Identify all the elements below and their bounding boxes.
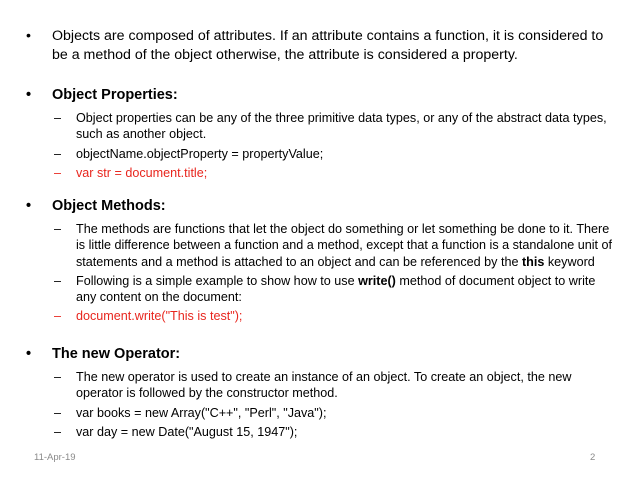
methods-item [22, 221, 614, 270]
methods-item1-text-end: keyword [544, 254, 595, 269]
dash-marker: – [54, 309, 62, 324]
dash-marker: – [54, 146, 62, 161]
dash-marker: – [54, 165, 62, 180]
new-operator-item-text: The new operator is used to create an instance of an object. To create an object, the new operator is followed by the constructor method. [76, 370, 572, 401]
dash-marker: – [54, 405, 62, 420]
new-operator-item-text: var books = new Array("C++", "Perl", "Java"); [76, 405, 327, 420]
properties-heading-text: Object Properties: [52, 87, 178, 103]
intro-text: Objects are composed of attributes. If an attribute contains a function, it is considered to be a method of the object otherwise, the attribute is considered a property. [52, 28, 604, 63]
properties-item [22, 165, 614, 181]
new-operator-item [22, 369, 614, 402]
intro-section [22, 27, 614, 65]
properties-item [22, 146, 614, 162]
methods-heading-text: Object Methods: [52, 198, 166, 214]
properties-item-text: Object properties can be any of the three primitive data types, or any of the abstract data types, such as another object. [76, 111, 607, 142]
intro-bullet [22, 27, 614, 65]
dash-marker: – [54, 111, 62, 125]
dash-marker: – [54, 222, 62, 236]
dash-marker: – [54, 370, 62, 384]
properties-item [22, 110, 614, 143]
bullet-marker: • [26, 198, 32, 214]
properties-heading [22, 86, 614, 105]
methods-item2-text: Following is a simple example to show how to use [76, 273, 359, 288]
methods-item [22, 273, 614, 306]
methods-item [22, 308, 614, 324]
write-keyword: write() [358, 273, 396, 288]
footer-date: 11-Apr-19 [34, 452, 76, 463]
properties-section [22, 86, 614, 181]
new-operator-item [22, 405, 614, 421]
this-keyword: this [521, 254, 545, 269]
page-number: 2 [590, 452, 596, 463]
new-operator-section [22, 345, 614, 440]
new-operator-heading-text: The new Operator: [52, 346, 181, 362]
dash-marker: – [54, 273, 62, 288]
bullet-marker: • [26, 87, 32, 103]
methods-section [22, 197, 614, 325]
methods-heading [22, 197, 614, 216]
new-operator-item [22, 424, 614, 440]
dash-marker: – [54, 424, 62, 439]
new-operator-heading [22, 345, 614, 364]
bullet-marker: • [26, 346, 32, 362]
methods-item1-text: The methods are functions that let the object do something or let something be done to it. There is little difference between a function and a method, except that a function is a standalone unit of statements and a method is attached to an object and can be referenced by the [76, 222, 613, 269]
new-operator-item-text: var day = new Date("August 15, 1947"); [76, 424, 298, 439]
methods-item3-text: document.write("This is test"); [76, 309, 243, 324]
properties-item-text: objectName.objectProperty = propertyValue; [76, 146, 324, 161]
methods-item2-text-end: method of document object to write any content on the document: [76, 273, 596, 305]
bullet-marker: • [26, 28, 31, 44]
properties-item-text: var str = document.title; [76, 165, 208, 180]
